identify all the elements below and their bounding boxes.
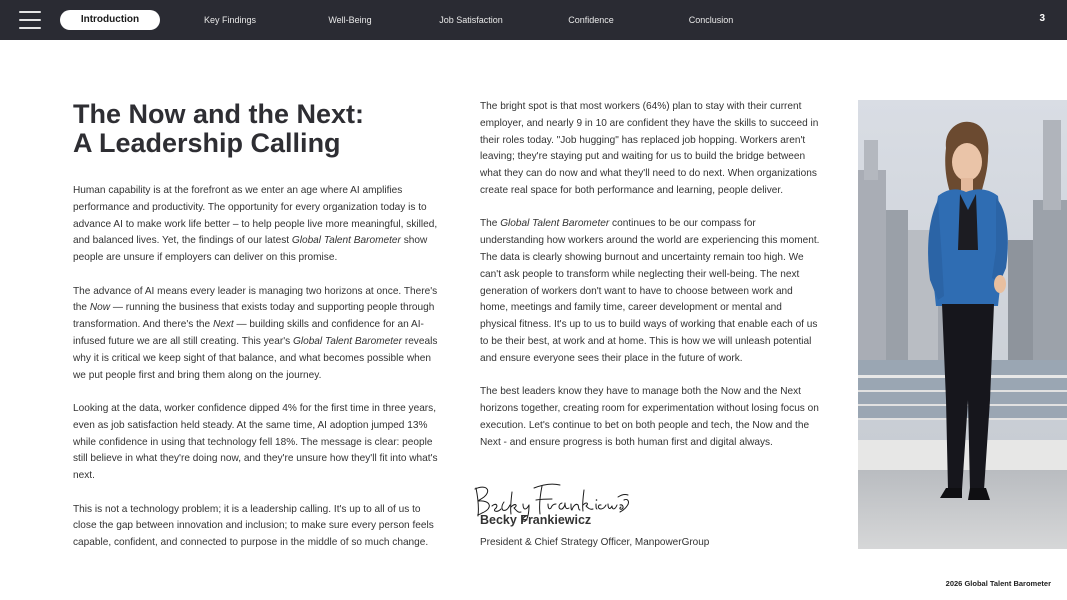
tab-key-findings[interactable]: Key Findings [203, 15, 257, 25]
page-title [73, 100, 453, 158]
tab-job-satisfaction[interactable]: Job Satisfaction [439, 15, 503, 25]
left-column [73, 183, 439, 569]
paragraph: The advance of AI means every leader is managing two horizons at once. There's the Now — running the business that exists today and supporting people through transformation. And there's the Next — building skills and confidence for an AI-infused future we are all still creating. This year's Global Talent Barometer reveals why it is critical we keep sight of that balance, and what becomes possible when we put people first and bring them along on the journey. [73, 285, 438, 381]
tab-well-being[interactable]: Well-Being [328, 15, 372, 25]
middle-column [480, 99, 820, 468]
page-number: 3 [1039, 13, 1045, 24]
signatory-name: Becky Frankiewicz [480, 513, 592, 527]
paragraph: Human capability is at the forefront as we enter an age where AI amplifies performance and productivity. The opportunity for every organization today is to advance AI to make work life better – to help people live more meaningful, skilled, and balanced lives. Yet, the findings of our latest Global Talent Barometer show people are unsure if employers can deliver on this promise. [73, 185, 438, 264]
top-nav-bar [0, 0, 1067, 40]
paragraph: This is not a technology problem; it is a leadership calling. It's up to all of us to close the gap between innovation and inclusion; to make sure every person feels capable, confident, and connected to purpose in the middle of so much change. [73, 503, 434, 549]
tab-introduction[interactable]: Introduction [60, 10, 160, 30]
paragraph: The Global Talent Barometer continues to be our compass for understanding how workers around the world are experiencing this moment. The data is clearly showing burnout and uncertainty remain too high. We can't ask people to transform while neglecting their well-being. The next generation of workers don't want to have to choose between work and home, meetings and family time, career development or mental and physical fitness. It's up to us to build ways of working that enable each of us to be their best, at work and at home. This is how we will unleash potential and ensure everyone sees their place in the future of work. [480, 218, 820, 364]
footer-report-title: 2026 Global Talent Barometer [945, 579, 1051, 588]
title-line-2: A Leadership Calling [73, 128, 341, 158]
section-tabs [60, 10, 782, 30]
signatory-title: President & Chief Strategy Officer, ManpowerGroup [480, 537, 710, 548]
tab-confidence[interactable]: Confidence [568, 15, 614, 25]
paragraph: The best leaders know they have to manage both the Now and the Next horizons together, creating room for experimentation without losing focus on execution. Let's continue to bet on both people and tech, the Now and the Next - and ensure progress is both human first and digital always. [480, 386, 819, 448]
paragraph: The bright spot is that most workers (64%) plan to stay with their current employer, and nearly 9 in 10 are confident they have the skills to succeed in their roles today. "Job hugging" has replaced job hopping. Workers aren't leaving; they're staying put and waiting for us to build the bridge between what they can do now and what they'll need to do next. When organizations create real space for both performance and learning, people deliver. [480, 101, 819, 196]
portrait-photo [858, 100, 1067, 549]
paragraph: Looking at the data, worker confidence dipped 4% for the first time in three years, even as job satisfaction held steady. At the same time, AI adoption jumped 13% while confidence in using that technology fell 18%. The message is clear: people still believe in what they're doing now, and they're unsure how they'll fit into what's next. [73, 402, 438, 482]
menu-icon[interactable] [19, 11, 41, 29]
tab-conclusion[interactable]: Conclusion [688, 15, 734, 25]
title-line-1: The Now and the Next: [73, 99, 365, 129]
